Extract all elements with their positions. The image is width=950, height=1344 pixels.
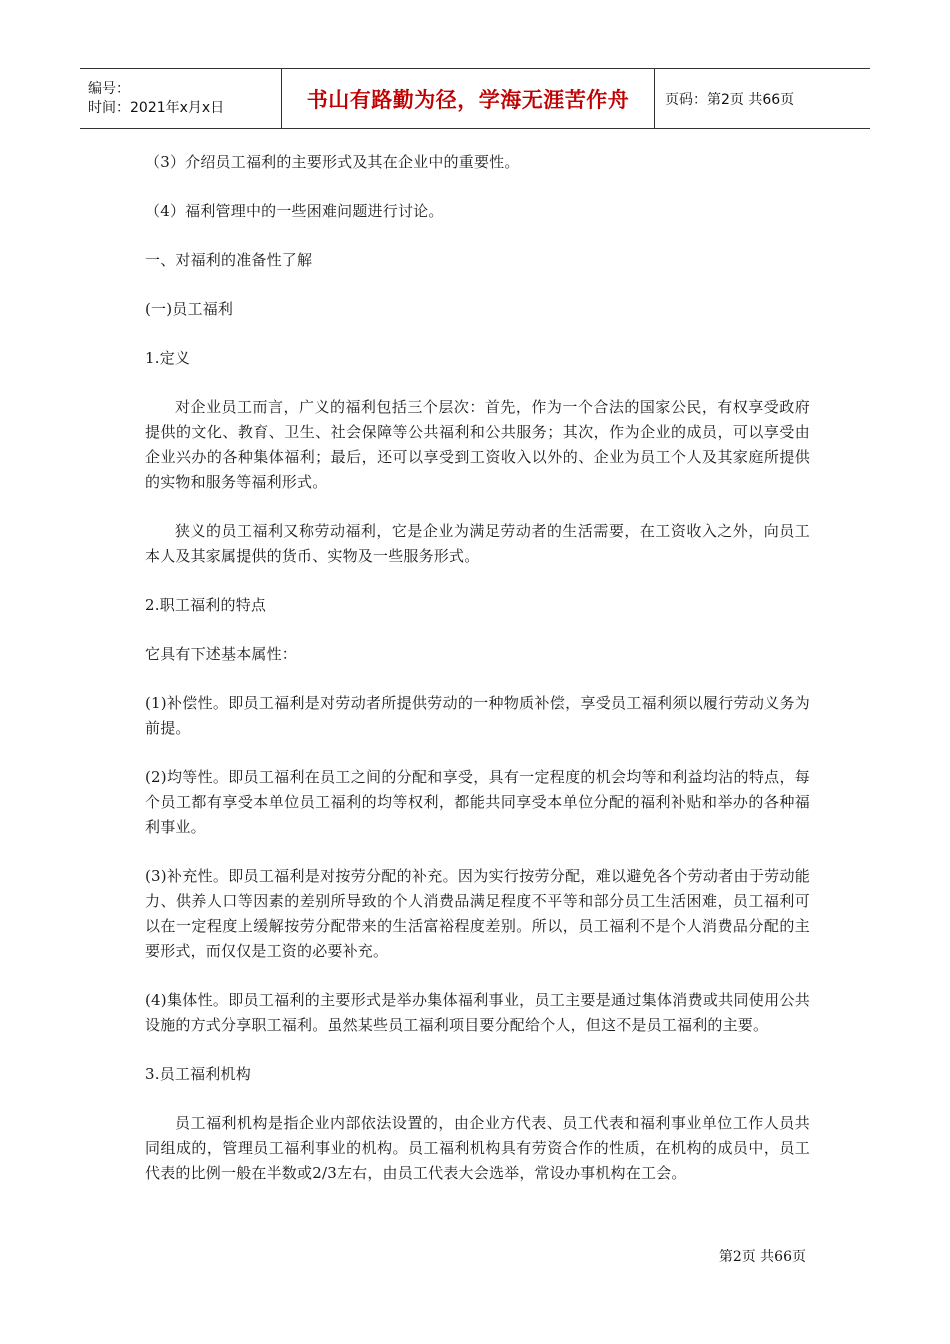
item-heading: 1.定义 bbox=[145, 349, 191, 367]
motto-text: 书山有路勤为径，学海无涯苦作舟 bbox=[306, 87, 630, 112]
paragraph: （4）福利管理中的一些困难问题进行讨论。 bbox=[145, 202, 444, 220]
header-page-info bbox=[655, 69, 870, 128]
page-footer bbox=[719, 1246, 806, 1266]
subsection-heading: (一)员工福利 bbox=[145, 300, 234, 318]
list-item: (2)均等性。即员工福利在员工之间的分配和享受，具有一定程度的机会均等和利益均沾的特点，每个员工都有享受本单位员工福利的均等权利，都能共同享受本单位分配的福利补贴和举办的各种福利事业。 bbox=[145, 768, 810, 836]
document-date: 时间：2021年x月x日 bbox=[88, 99, 225, 116]
paragraph: （3）介绍员工福利的主要形式及其在企业中的重要性。 bbox=[145, 153, 520, 171]
header-meta bbox=[80, 69, 282, 128]
section-heading: 一、对福利的准备性了解 bbox=[145, 251, 313, 269]
item-heading: 2.职工福利的特点 bbox=[145, 596, 267, 614]
list-item: (1)补偿性。即员工福利是对劳动者所提供劳动的一种物质补偿，享受员工福利须以履行劳动义务为前提。 bbox=[145, 694, 810, 737]
page-number-info: 页码：第2页 共66页 bbox=[665, 91, 795, 108]
item-heading: 3.员工福利机构 bbox=[145, 1065, 251, 1083]
list-item: (4)集体性。即员工福利的主要形式是举办集体福利事业，员工主要是通过集体消费或共同使用公共设施的方式分享职工福利。虽然某些员工福利项目要分配给个人，但这不是员工福利的主要。 bbox=[145, 991, 810, 1034]
paragraph: 员工福利机构是指企业内部依法设置的，由企业方代表、员工代表和福利事业单位工作人员共同组成的，管理员工福利事业的机构。员工福利机构具有劳资合作的性质，在机构的成员中，员工代表的比例一般在半数或2/3左右，由员工代表大会选举，常设办事机构在工会。 bbox=[145, 1114, 810, 1182]
document-body bbox=[145, 150, 810, 1210]
paragraph: 对企业员工而言，广义的福利包括三个层次：首先，作为一个合法的国家公民，有权享受政府提供的文化、教育、卫生、社会保障等公共福利和公共服务；其次，作为企业的成员，可以享受由企业兴办的各种集体福利；最后，还可以享受到工资收入以外的、企业为员工个人及其家庭所提供的实物和服务等福利形式。 bbox=[145, 398, 810, 491]
paragraph: 狭义的员工福利又称劳动福利，它是企业为满足劳动者的生活需要，在工资收入之外，向员工本人及其家属提供的货币、实物及一些服务形式。 bbox=[145, 522, 810, 565]
header-motto bbox=[282, 69, 655, 128]
document-number-label: 编号： bbox=[88, 80, 130, 97]
footer-page-number: 第2页 共66页 bbox=[718, 1249, 806, 1265]
list-item: (3)补充性。即员工福利是对按劳分配的补充。因为实行按劳分配，难以避免各个劳动者由于劳动能力、供养人口等因素的差别所导致的个人消费品满足程度不平等和部分员工生活困难，员工福利可以在一定程度上缓解按劳分配带来的生活富裕程度差别。所以，员工福利不是个人消费品分配的主要形式，而仅仅是工资的必要补充。 bbox=[145, 867, 810, 960]
paragraph: 它具有下述基本属性： bbox=[145, 645, 298, 663]
page-header bbox=[80, 68, 870, 129]
